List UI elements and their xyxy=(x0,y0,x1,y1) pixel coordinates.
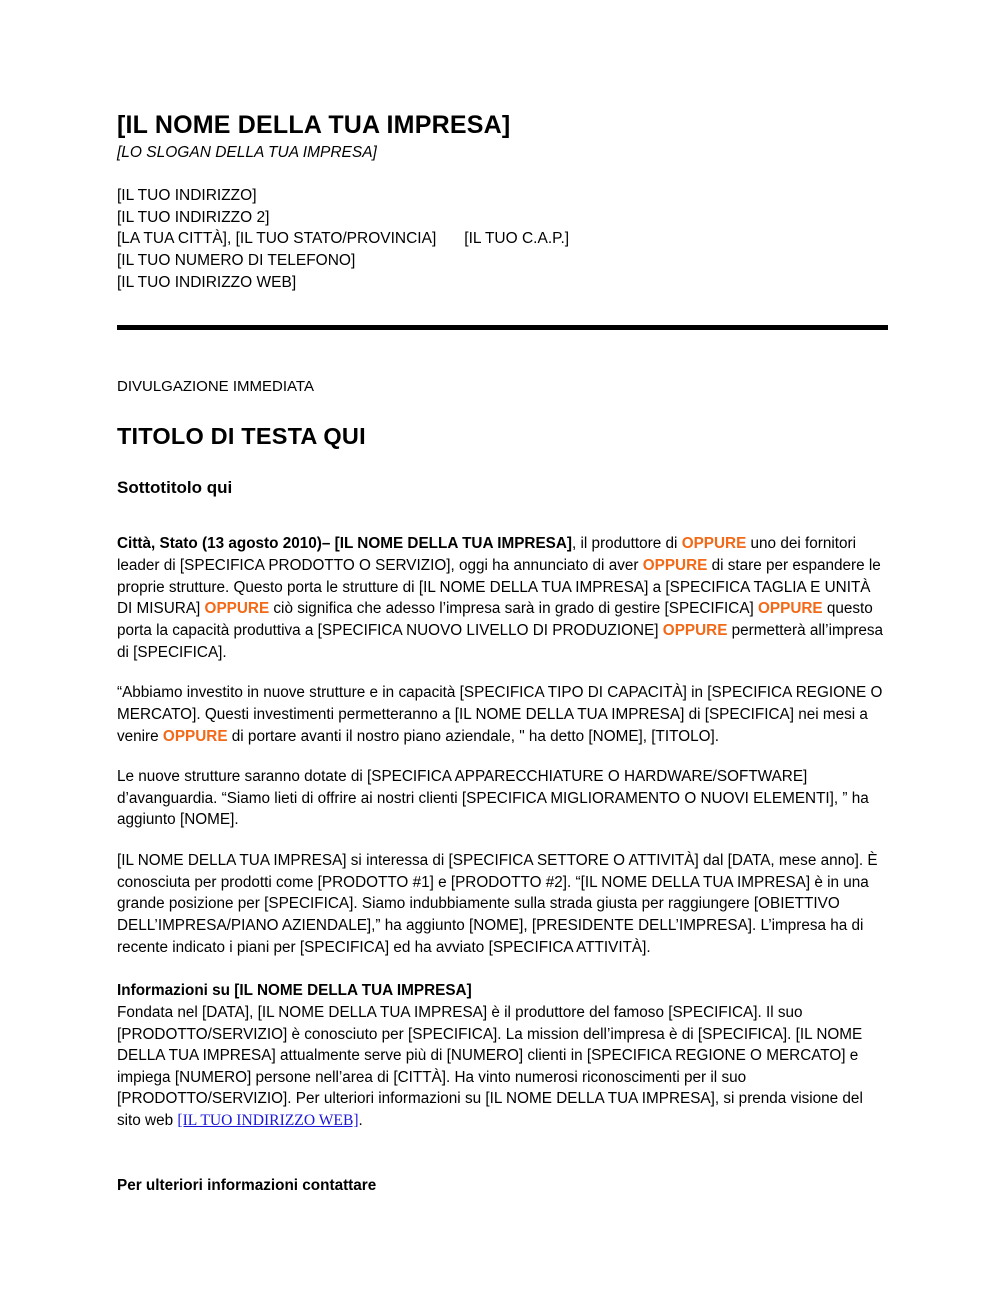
about-section xyxy=(117,980,888,1132)
contact-heading: Per ulteriori informazioni contattare xyxy=(117,1177,377,1195)
address-line-city xyxy=(117,228,888,250)
alt-word-1: OPPURE xyxy=(681,535,747,553)
about-text-before-link: Fondata nel [DATA], [IL NOME DELLA TUA IMPRESA] è il produttore del famoso [SPECIFICA]. Il suo [PRODOTTO/SERVIZIO] è conosciuto per [SPECIFICA]. La mission dell’impresa è di [SPECIFICA]. [IL NOME DELLA TUA IMPRESA] attualmente serve più di [NUMERO] clienti in [SPECIFICA REGIONE O MERCATO] e impiega [NUMERO] persone nell’area di [CITTÀ]. Ha vinto numerosi riconoscimenti per il suo [PRODOTTO/SERVIZIO]. Per ulteriori informazioni su [IL NOME DELLA TUA IMPRESA], si prenda visione del sito web xyxy=(117,1003,863,1130)
company-slogan: [LO SLOGAN DELLA TUA IMPRESA] xyxy=(117,143,377,161)
paragraph-4: [IL NOME DELLA TUA IMPRESA] si interessa di [SPECIFICA SETTORE O ATTIVITÀ] dal [DATA, mese anno]. È conosciuta per prodotti come [PRODOTTO #1] e [PRODOTTO #2]. “[IL NOME DELLA TUA IMPRESA] è in una grande posizione per [SPECIFICA]. Siamo indubbiamente sulla strada giusta per raggiungere [OBIETTIVO DELL’IMPRESA/PIANO AZIENDALE],” ha aggiunto [NOME], [PRESIDENTE DELL’IMPRESA]. L’impresa ha di recente indicato i piani per [SPECIFICA] ed ha avviato [SPECIFICA ATTIVITÀ]. xyxy=(117,852,878,956)
paragraph-2 xyxy=(117,682,888,747)
alt-word-6: OPPURE xyxy=(162,727,228,745)
p2-seg-2: di portare avanti il nostro piano aziendale, " ha detto [NOME], [TITOLO]. xyxy=(227,727,720,745)
address-city-state: [LA TUA CITTÀ], [IL TUO STATO/PROVINCIA] xyxy=(117,230,437,248)
alt-word-4: OPPURE xyxy=(758,600,823,618)
horizontal-rule xyxy=(117,325,888,330)
letterhead xyxy=(117,0,888,293)
alt-word-3: OPPURE xyxy=(204,600,270,618)
paragraph-3: Le nuove strutture saranno dotate di [SPECIFICA APPARECCHIATURE O HARDWARE/SOFTWARE] d’avanguardia. “Siamo lieti di offrire ai nostri clienti [SPECIFICA MIGLIORAMENTO O NUOVI ELEMENTI], ” ha aggiunto [NOME]. xyxy=(117,768,869,829)
body-area xyxy=(117,533,888,1196)
subheadline: Sottotitolo qui xyxy=(117,478,233,497)
p1-seg-2: uno dei fornitori leader di [SPECIFICA PRODOTTO O SERVIZIO], oggi ha annunciato di aver xyxy=(117,535,856,575)
company-name: [IL NOME DELLA TUA IMPRESA] xyxy=(117,111,511,139)
address-postal-code: [IL TUO C.A.P.] xyxy=(464,230,570,248)
about-text-after-link: . xyxy=(358,1112,363,1130)
about-heading: Informazioni su [IL NOME DELLA TUA IMPRESA] xyxy=(117,982,472,1000)
address-line-2: [IL TUO INDIRIZZO 2] xyxy=(117,208,270,226)
website-link[interactable]: [IL TUO INDIRIZZO WEB] xyxy=(177,1112,359,1130)
p1-seg-6: permetterà all’impresa di [SPECIFICA]. xyxy=(117,621,883,661)
p2-seg-1: “Abbiamo investito in nuove strutture e in capacità [SPECIFICA TIPO DI CAPACITÀ] in [SPECIFICA REGIONE O MERCATO]. Questi investimenti permetteranno a [IL NOME DELLA TUA IMPRESA] di [SPECIFICA] nei mesi a venire xyxy=(117,684,883,745)
address-line-1: [IL TUO INDIRIZZO] xyxy=(117,186,257,204)
address-block xyxy=(117,185,888,293)
address-line-phone: [IL TUO NUMERO DI TELEFONO] xyxy=(117,251,356,269)
paragraph-1 xyxy=(117,533,888,663)
p1-seg-1: , il produttore di xyxy=(572,535,682,553)
p1-seg-3: di stare per espandere le proprie strutture. Questo porta le strutture di [IL NOME DELLA TUA IMPRESA] a [SPECIFICA TAGLIA E UNITÀ DI MISURA] xyxy=(117,557,881,618)
address-line-web: [IL TUO INDIRIZZO WEB] xyxy=(117,273,297,291)
page-title: TITOLO DI TESTA QUI xyxy=(117,422,366,449)
document-content xyxy=(117,0,888,1197)
dateline: Città, Stato (13 agosto 2010)– [IL NOME DELLA TUA IMPRESA] xyxy=(117,535,572,553)
about-paragraph xyxy=(117,1002,888,1132)
alt-word-5: OPPURE xyxy=(662,621,728,639)
alt-word-2: OPPURE xyxy=(642,557,708,575)
release-label: DIVULGAZIONE IMMEDIATA xyxy=(117,378,314,396)
p1-seg-4: ciò significa che adesso l’impresa sarà in grado di gestire [SPECIFICA] xyxy=(269,600,759,618)
p1-seg-5: questo porta la capacità produttiva a [SPECIFICA NUOVO LIVELLO DI PRODUZIONE] xyxy=(117,600,873,639)
